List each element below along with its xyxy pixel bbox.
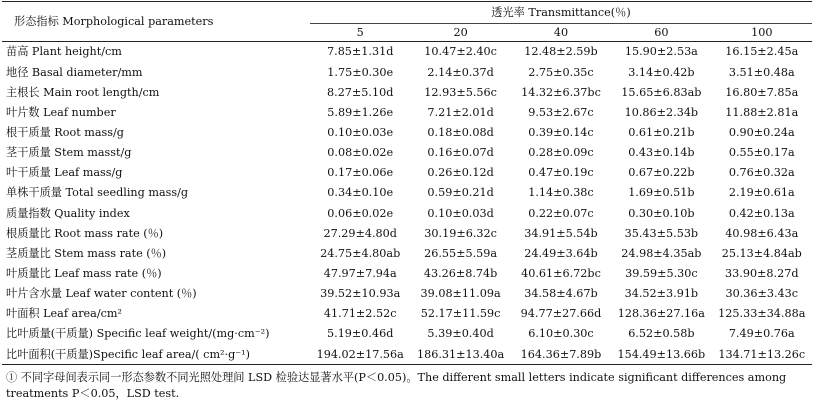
row-label: 叶干质量 Leaf mass/g	[6, 166, 123, 180]
row-label: 茎质量比 Stem mass rate (％)	[6, 246, 167, 260]
value-cell: 194.02±17.56a	[310, 344, 410, 365]
value-cell: 33.90±8.27d	[725, 267, 799, 281]
value-cell: 40.98±6.43a	[725, 226, 799, 240]
level-20: 20	[410, 24, 510, 42]
value-cell: 12.48±2.59b	[524, 45, 598, 59]
value-cell: 1.14±0.38c	[528, 186, 594, 200]
value-cell: 10.86±2.34b	[624, 105, 699, 119]
value-cell: 10.47±2.40c	[424, 45, 497, 59]
value-cell: 134.71±13.26c	[712, 344, 812, 365]
value-cell: 2.14±0.37d	[427, 65, 494, 79]
value-cell: 39.52±10.93a	[320, 287, 401, 301]
value-cell: 0.59±0.21d	[427, 186, 494, 200]
value-cell: 7.85±1.31d	[327, 45, 394, 59]
table-row	[2, 243, 812, 263]
value-cell: 128.36±27.16a	[617, 307, 705, 321]
row-label: 根质量比 Root mass rate (％)	[6, 226, 164, 240]
row-label: 比叶面积(干质量)Specific leaf area/( cm²·g⁻¹)	[2, 344, 310, 365]
row-label: 主根长 Main root length/cm	[6, 85, 160, 99]
row-label: 叶片数 Leaf number	[6, 105, 116, 119]
value-cell: 27.29±4.80d	[323, 226, 397, 240]
value-cell: 0.18±0.08d	[427, 126, 494, 140]
data-table	[2, 2, 812, 365]
value-cell: 0.47±0.19c	[528, 166, 594, 180]
value-cell: 0.76±0.32a	[728, 166, 795, 180]
table-row	[2, 183, 812, 203]
row-label: 叶面积 Leaf area/cm²	[6, 307, 122, 321]
value-cell: 16.80±7.85a	[725, 85, 799, 99]
value-cell: 0.28±0.09c	[528, 146, 594, 160]
value-cell: 0.10±0.03e	[327, 126, 394, 140]
value-cell: 5.19±0.46d	[327, 327, 394, 341]
value-cell: 0.30±0.10b	[628, 206, 695, 220]
table-row	[2, 82, 812, 102]
level-60: 60	[611, 24, 711, 42]
value-cell: 5.39±0.40d	[427, 327, 494, 341]
table-row	[2, 163, 812, 183]
value-cell: 12.93±5.56c	[424, 85, 497, 99]
value-cell: 14.32±6.37bc	[521, 85, 601, 99]
value-cell: 34.58±4.67b	[524, 287, 598, 301]
value-cell: 0.26±0.12d	[427, 166, 494, 180]
value-cell: 39.08±11.09a	[420, 287, 501, 301]
value-cell: 35.43±5.53b	[624, 226, 699, 240]
value-cell: 39.59±5.30c	[625, 267, 698, 281]
value-cell: 0.22±0.07c	[528, 206, 594, 220]
value-cell: 1.69±0.51b	[628, 186, 695, 200]
table-row	[2, 102, 812, 122]
value-cell: 24.98±4.35ab	[621, 246, 702, 260]
value-cell: 30.19±6.32c	[424, 226, 497, 240]
table-row	[2, 203, 812, 223]
level-100: 100	[712, 24, 812, 42]
footnote: ① 不同字母间表示同一形态参数不同光照处理间 LSD 检验达显著水平(P＜0.05)。The different small letters indicate significant differences among treatments P＜0.05，LSD test.	[6, 371, 787, 400]
value-cell: 0.17±0.06e	[327, 166, 394, 180]
value-cell: 2.19±0.61a	[728, 186, 795, 200]
row-label: 比叶质量(干质量) Specific leaf weight/(mg·cm⁻²)	[6, 327, 270, 341]
value-cell: 3.51±0.48a	[728, 65, 795, 79]
row-label: 根干质量 Root mass/g	[6, 126, 124, 140]
value-cell: 47.97±7.94a	[323, 267, 397, 281]
level-40: 40	[511, 24, 611, 42]
table-body	[2, 42, 812, 365]
table-row	[2, 344, 812, 365]
value-cell: 164.36±7.89b	[511, 344, 611, 365]
table-row	[2, 62, 812, 82]
value-cell: 15.90±2.53a	[624, 45, 698, 59]
value-cell: 24.49±3.64b	[524, 246, 598, 260]
value-cell: 154.49±13.66b	[611, 344, 711, 365]
row-label: 地径 Basal diameter/mm	[6, 65, 143, 79]
value-cell: 16.15±2.45a	[725, 45, 799, 59]
value-cell: 24.75±4.80ab	[320, 246, 401, 260]
value-cell: 6.10±0.30c	[528, 327, 594, 341]
value-cell: 52.17±11.59c	[420, 307, 501, 321]
value-cell: 7.21±2.01d	[427, 105, 494, 119]
value-cell: 11.88±2.81a	[725, 105, 799, 119]
value-cell: 7.49±0.76a	[728, 327, 795, 341]
value-cell: 0.55±0.17a	[728, 146, 795, 160]
value-cell: 40.61±6.72bc	[521, 267, 601, 281]
value-cell: 0.08±0.02e	[327, 146, 394, 160]
value-cell: 34.91±5.54b	[524, 226, 598, 240]
value-cell: 0.10±0.03d	[427, 206, 494, 220]
value-cell: 41.71±2.52c	[323, 307, 397, 321]
table-row	[2, 284, 812, 304]
value-cell: 8.27±5.10d	[327, 85, 394, 99]
value-cell: 0.34±0.10e	[327, 186, 394, 200]
table-row	[2, 42, 812, 63]
value-cell: 0.06±0.02e	[327, 206, 394, 220]
table-row	[2, 324, 812, 344]
value-cell: 186.31±13.40a	[410, 344, 510, 365]
value-cell: 0.42±0.13a	[728, 206, 795, 220]
value-cell: 3.14±0.42b	[628, 65, 695, 79]
value-cell: 125.33±34.88a	[718, 307, 806, 321]
table-row	[2, 143, 812, 163]
value-cell: 1.75±0.30e	[327, 65, 394, 79]
value-cell: 2.75±0.35c	[528, 65, 594, 79]
table-row	[2, 264, 812, 284]
table-row	[2, 223, 812, 243]
row-label: 单株干质量 Total seedling mass/g	[6, 186, 189, 200]
transmittance-header: 透光率 Transmittance(％)	[310, 2, 812, 24]
value-cell: 43.26±8.74b	[423, 267, 498, 281]
row-label: 叶质量比 Leaf mass rate (％)	[6, 267, 162, 281]
value-cell: 25.13±4.84ab	[721, 246, 802, 260]
row-label: 茎干质量 Stem masst/g	[6, 146, 132, 160]
value-cell: 0.16±0.07d	[427, 146, 494, 160]
value-cell: 0.90±0.24a	[728, 126, 795, 140]
value-cell: 26.55±5.59a	[424, 246, 498, 260]
value-cell: 9.53±2.67c	[528, 105, 594, 119]
param-header: 形态指标 Morphological parameters	[2, 2, 310, 42]
value-cell: 0.67±0.22b	[628, 166, 695, 180]
value-cell: 5.89±1.26e	[327, 105, 394, 119]
value-cell: 94.77±27.66d	[520, 307, 602, 321]
table-row	[2, 304, 812, 324]
value-cell: 0.43±0.14b	[628, 146, 695, 160]
level-5: 5	[310, 24, 410, 42]
row-label: 质量指数 Quality index	[6, 206, 130, 220]
value-cell: 0.61±0.21b	[628, 126, 695, 140]
row-label: 叶片含水量 Leaf water content (％)	[6, 287, 197, 301]
value-cell: 0.39±0.14c	[528, 126, 594, 140]
value-cell: 30.36±3.43c	[725, 287, 799, 301]
table-row	[2, 123, 812, 143]
row-label: 苗高 Plant height/cm	[6, 45, 122, 59]
value-cell: 6.52±0.58b	[628, 327, 695, 341]
value-cell: 15.65±6.83ab	[621, 85, 702, 99]
value-cell: 34.52±3.91b	[624, 287, 699, 301]
